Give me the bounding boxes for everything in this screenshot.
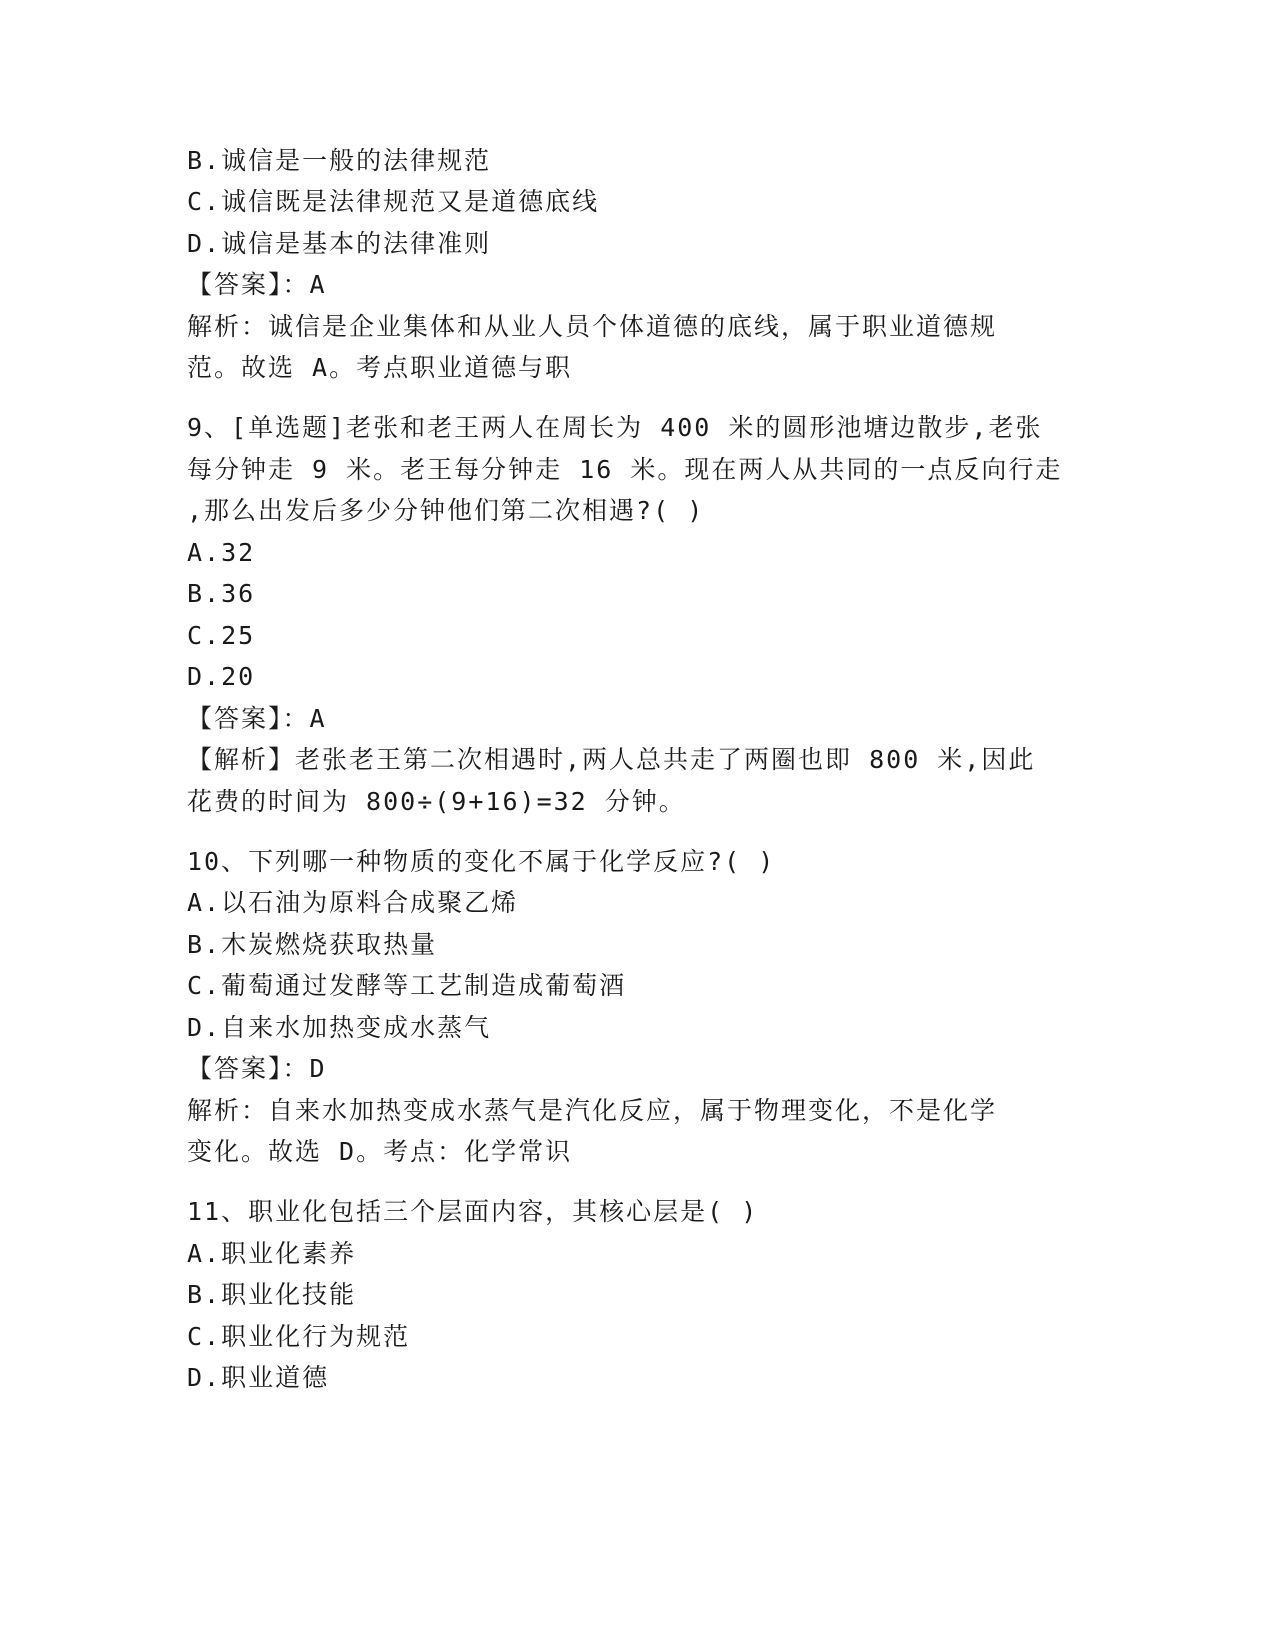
q10-question: 10、下列哪一种物质的变化不属于化学反应?( ) (187, 847, 776, 876)
q9-option-d: D.20 (187, 662, 256, 691)
q10-answer: 【答案】：D (187, 1054, 327, 1083)
q9-question-line3: ,那么出发后多少分钟他们第二次相遇?( ) (187, 496, 705, 525)
q11-option-d: D.职业道德 (187, 1363, 330, 1392)
q11-option-a: A.职业化素养 (187, 1239, 357, 1268)
q10-option-d: D.自来水加热变成水蒸气 (187, 1013, 492, 1042)
q11-option-c: C.职业化行为规范 (187, 1322, 411, 1351)
q8-analysis-line1: 解析：诚信是企业集体和从业人员个体道德的底线，属于职业道德规 (187, 312, 998, 341)
q9-analysis-line2: 花费的时间为 800÷(9+16)=32 分钟。 (187, 787, 686, 816)
q10-analysis-line2: 变化。故选 D。考点：化学常识 (187, 1137, 573, 1166)
q9-answer: 【答案】：A (187, 704, 327, 733)
q11-option-b: B.职业化技能 (187, 1280, 357, 1309)
q10-option-b: B.木炭燃烧获取热量 (187, 930, 438, 959)
q8-option-c: C.诚信既是法律规范又是道德底线 (187, 187, 600, 216)
q8-analysis-line2: 范。故选 A。考点职业道德与职 (187, 353, 573, 382)
q10-analysis-line1: 解析：自来水加热变成水蒸气是汽化反应，属于物理变化，不是化学 (187, 1096, 998, 1125)
q9-question-line1: 9、[单选题]老张和老王两人在周长为 400 米的圆形池塘边散步,老张 (187, 413, 1043, 442)
q8-answer: 【答案】：A (187, 270, 327, 299)
q9-option-c: C.25 (187, 621, 256, 650)
q8-option-b: B.诚信是一般的法律规范 (187, 146, 492, 175)
q9-analysis-line1: 【解析】老张老王第二次相遇时,两人总共走了两圈也即 800 米,因此 (187, 745, 1036, 774)
q10-option-a: A.以石油为原料合成聚乙烯 (187, 888, 519, 917)
q9-option-b: B.36 (187, 579, 256, 608)
q9-option-a: A.32 (187, 538, 256, 567)
q10-option-c: C.葡萄通过发酵等工艺制造成葡萄酒 (187, 971, 627, 1000)
q9-question-line2: 每分钟走 9 米。老王每分钟走 16 米。现在两人从共同的一点反向行走 (187, 455, 1063, 484)
q8-option-d: D.诚信是基本的法律准则 (187, 229, 492, 258)
q11-question: 11、职业化包括三个层面内容，其核心层是( ) (187, 1197, 759, 1226)
